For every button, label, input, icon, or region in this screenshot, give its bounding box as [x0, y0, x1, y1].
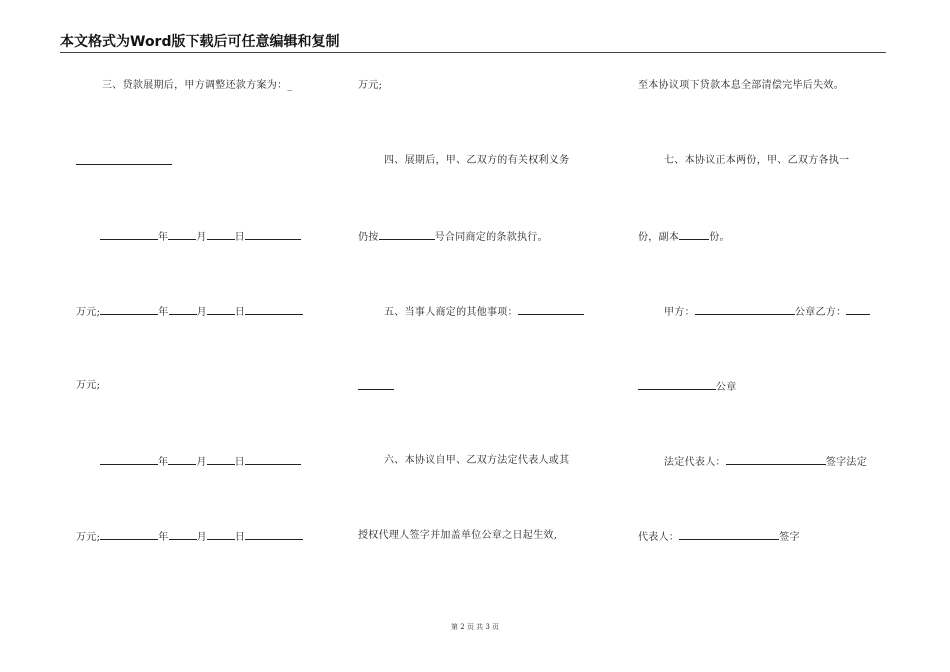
fill-blank — [207, 305, 235, 315]
text-line — [384, 305, 584, 319]
text-line — [638, 80, 844, 92]
fill-blank — [245, 530, 303, 540]
text-segment: 五、当事人商定的其他事项： — [384, 307, 518, 318]
text-segment: 月 — [196, 307, 207, 318]
text-segment: 份。 — [709, 232, 730, 243]
text-segment: 六、本协议自甲、乙双方法定代表人或其 — [384, 455, 570, 466]
blank-line — [76, 155, 172, 169]
text-segment: 年 — [158, 232, 169, 243]
page-footer — [0, 622, 950, 632]
fill-blank — [358, 380, 394, 390]
text-line — [638, 380, 737, 394]
text-segment: 月 — [196, 532, 207, 543]
fill-blank — [100, 530, 158, 540]
text-segment: 万元; — [76, 380, 101, 391]
text-segment: 年 — [158, 532, 169, 543]
text-line — [638, 530, 800, 544]
fill-blank — [100, 455, 158, 465]
fill-blank — [518, 305, 584, 315]
text-segment: 年 — [158, 457, 169, 468]
fill-blank — [168, 455, 196, 465]
fill-blank — [207, 530, 235, 540]
fill-blank — [379, 230, 435, 240]
fill-blank — [100, 230, 158, 240]
text-segment: 日 — [234, 307, 246, 318]
text-segment: 授权代理人签字并加盖单位公章之日起生效, — [358, 530, 558, 541]
fill-blank — [245, 230, 301, 240]
fill-blank — [207, 230, 235, 240]
fill-blank — [207, 455, 235, 465]
text-segment: 四、展期后，甲、乙双方的有关权利义务 — [384, 155, 570, 166]
text-line — [358, 230, 548, 244]
text-segment: 份，副本 — [638, 232, 680, 243]
text-line — [76, 380, 100, 392]
page-number: 第 2 页 共 3 页 — [450, 623, 500, 631]
text-segment: 签字法定 — [825, 457, 868, 468]
text-segment: 法定代表人： — [664, 457, 726, 468]
text-segment: 甲方： — [664, 307, 695, 318]
text-line — [664, 455, 867, 469]
text-line — [358, 80, 382, 92]
fill-blank — [695, 305, 795, 315]
text-line — [384, 155, 569, 167]
text-segment: 三、贷款展期后，甲方调整还款方案为：_ — [102, 80, 293, 91]
text-segment: 月 — [196, 457, 207, 468]
fill-blank — [846, 305, 870, 315]
date-line — [76, 305, 303, 319]
fill-blank — [679, 530, 779, 540]
text-segment: 日 — [234, 532, 246, 543]
fill-blank — [679, 230, 709, 240]
document-header — [60, 32, 886, 53]
text-segment: 公章乙方： — [794, 307, 847, 318]
fill-blank — [245, 455, 301, 465]
date-line — [76, 530, 303, 544]
text-line — [638, 230, 730, 244]
fill-blank — [638, 380, 716, 390]
blank-line — [358, 380, 394, 394]
text-line — [358, 530, 557, 542]
fill-blank — [726, 455, 826, 465]
text-line — [664, 155, 849, 167]
text-line — [102, 80, 293, 92]
text-segment: 日 — [234, 232, 245, 243]
date-line — [100, 230, 301, 244]
text-segment: 号合同商定的条款执行。 — [434, 232, 548, 243]
text-segment: 至本协议项下贷款本息全部清偿完毕后失效。 — [638, 80, 844, 91]
text-segment: 月 — [196, 232, 207, 243]
text-segment: 代表人： — [638, 532, 680, 543]
header-title: 本文格式为Word版下载后可任意编辑和复制 — [60, 34, 340, 50]
text-segment: 万元; — [76, 532, 101, 543]
fill-blank — [169, 305, 197, 315]
text-segment: 年 — [158, 307, 169, 318]
text-segment: 万元; — [76, 307, 101, 318]
text-line — [664, 305, 870, 319]
fill-blank — [168, 230, 196, 240]
fill-blank — [169, 530, 197, 540]
text-segment: 七、本协议正本两份，甲、乙双方各执一 — [664, 155, 850, 166]
text-segment: 万元; — [358, 80, 383, 91]
fill-blank — [245, 305, 303, 315]
fill-blank — [76, 155, 172, 165]
text-segment: 签字 — [779, 532, 800, 543]
text-segment: 仍按 — [358, 232, 379, 243]
text-line — [384, 455, 569, 467]
fill-blank — [100, 305, 158, 315]
date-line — [100, 455, 301, 469]
text-segment: 公章 — [716, 382, 737, 393]
text-segment: 日 — [234, 457, 245, 468]
